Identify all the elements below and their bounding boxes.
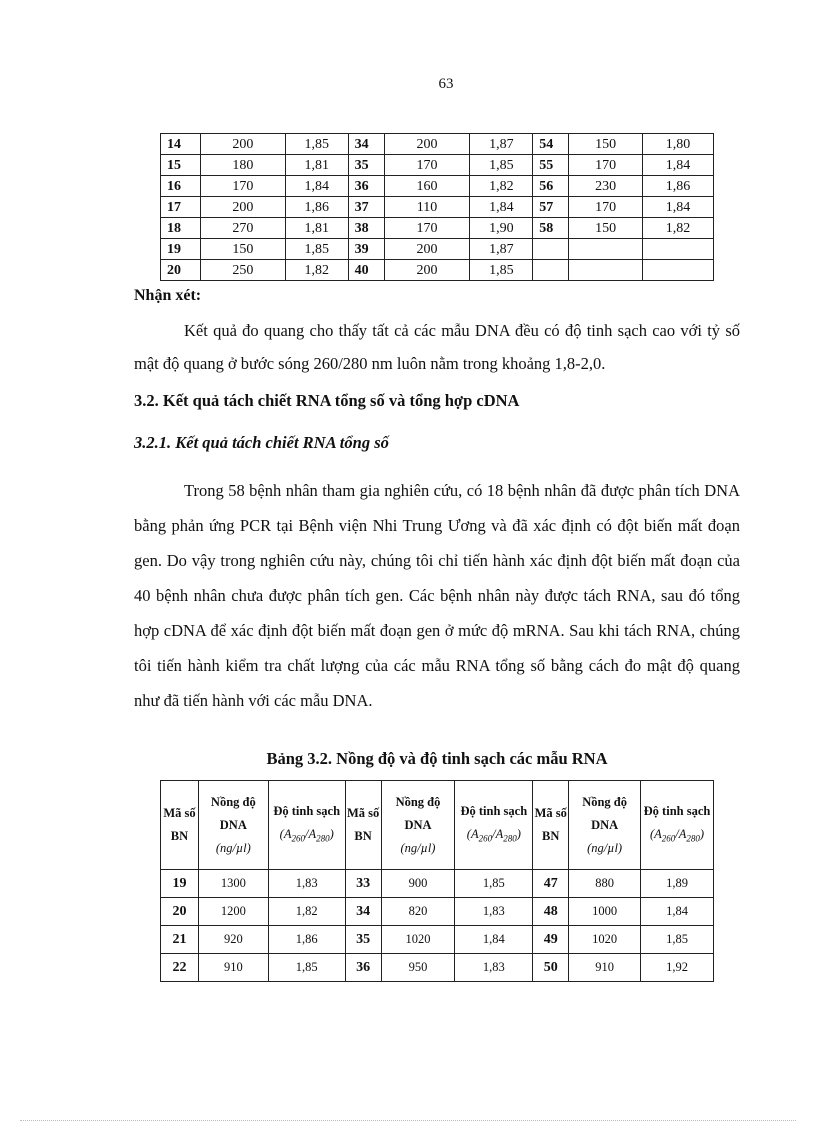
patient-id-cell: 34	[348, 134, 384, 155]
table-row	[161, 155, 714, 176]
purity-cell: 1,85	[470, 155, 533, 176]
header-id: Mã số BN	[345, 781, 381, 870]
rna-extraction-paragraph: Trong 58 bệnh nhân tham gia nghiên cứu, có 18 bệnh nhân đã được phân tích DNA bằng phản ứng PCR tại Bệnh viện Nhi Trung Ương và đã xác định có đột biến mất đoạn gen. Do vậy trong nghiên cứu này, chúng tôi chỉ tiến hành xác định đột biến mất đoạn của 40 bệnh nhân chưa được phân tích gen. Các bệnh nhân này được tách RNA, sau đó tổng hợp cDNA để xác định đột biến mất đoạn gen ở mức độ mRNA. Sau khi tách RNA, chúng tôi tiến hành kiểm tra chất lượng của các mẫu RNA tổng số bằng cách đo mật độ quang như đã tiến hành với các mẫu DNA.	[134, 481, 740, 710]
patient-id-cell: 35	[345, 926, 381, 954]
concentration-cell: 200	[384, 239, 470, 260]
patient-id-cell: 14	[161, 134, 201, 155]
ratio-slash: /A	[304, 826, 317, 841]
purity-cell: 1,89	[641, 870, 714, 898]
ratio-sub-280: 280	[316, 833, 330, 844]
purity-cell: 1,81	[285, 218, 348, 239]
purity-cell: 1,85	[641, 926, 714, 954]
table-row	[161, 954, 714, 982]
header-concentration-label: Nồng độ DNA	[582, 794, 628, 832]
patient-id-cell: 54	[533, 134, 569, 155]
patient-id-cell: 19	[161, 870, 199, 898]
purity-cell: 1,82	[470, 176, 533, 197]
header-concentration	[198, 781, 268, 870]
concentration-cell: 200	[200, 134, 285, 155]
purity-cell	[643, 239, 714, 260]
ratio-close: )	[699, 826, 705, 841]
purity-cell: 1,85	[285, 239, 348, 260]
concentration-cell: 200	[384, 260, 470, 281]
patient-id-cell	[533, 260, 569, 281]
concentration-cell: 230	[569, 176, 643, 197]
purity-cell: 1,84	[455, 926, 533, 954]
page-number: 63	[438, 76, 454, 92]
purity-cell: 1,84	[643, 197, 714, 218]
concentration-cell: 1000	[569, 898, 641, 926]
patient-id-cell: 39	[348, 239, 384, 260]
table-row	[161, 239, 714, 260]
header-purity-ratio	[269, 823, 345, 851]
concentration-cell: 910	[198, 954, 268, 982]
header-concentration-unit: (ng/µl)	[400, 840, 436, 855]
concentration-cell: 110	[384, 197, 470, 218]
header-id: Mã số BN	[533, 781, 569, 870]
purity-cell: 1,92	[641, 954, 714, 982]
patient-id-cell: 57	[533, 197, 569, 218]
rna-table-header	[161, 781, 714, 870]
purity-cell: 1,86	[268, 926, 345, 954]
purity-cell: 1,82	[285, 260, 348, 281]
patient-id-cell	[533, 239, 569, 260]
purity-cell	[643, 260, 714, 281]
patient-id-cell: 22	[161, 954, 199, 982]
patient-id-cell: 20	[161, 260, 201, 281]
patient-id-cell: 19	[161, 239, 201, 260]
ratio-sub-280: 280	[686, 833, 700, 844]
header-purity-label: Độ tinh sạch	[643, 803, 711, 818]
patient-id-cell: 50	[533, 954, 569, 982]
purity-cell: 1,83	[268, 870, 345, 898]
purity-cell: 1,80	[643, 134, 714, 155]
patient-id-cell: 21	[161, 926, 199, 954]
header-purity	[268, 781, 345, 870]
patient-id-cell: 40	[348, 260, 384, 281]
concentration-cell	[569, 239, 643, 260]
concentration-cell: 910	[569, 954, 641, 982]
patient-id-cell: 35	[348, 155, 384, 176]
purity-cell: 1,84	[470, 197, 533, 218]
ratio-sub-260: 260	[661, 833, 676, 844]
patient-id-cell: 17	[161, 197, 201, 218]
table-row	[161, 260, 714, 281]
patient-id-cell: 38	[348, 218, 384, 239]
rna-table	[160, 780, 714, 982]
header-id: Mã số BN	[161, 781, 199, 870]
header-purity	[641, 781, 714, 870]
purity-cell: 1,83	[455, 954, 533, 982]
table-row	[161, 197, 714, 218]
patient-id-cell: 36	[345, 954, 381, 982]
concentration-cell: 1200	[198, 898, 268, 926]
purity-cell: 1,86	[285, 197, 348, 218]
header-purity-ratio	[641, 823, 713, 851]
patient-id-cell: 48	[533, 898, 569, 926]
ratio-sub-260: 260	[291, 833, 305, 844]
ratio-sub-280: 280	[503, 833, 517, 844]
purity-cell: 1,84	[641, 898, 714, 926]
header-concentration-label: Nồng độ DNA	[210, 794, 256, 832]
patient-id-cell: 33	[345, 870, 381, 898]
concentration-cell: 900	[381, 870, 455, 898]
purity-cell: 1,90	[470, 218, 533, 239]
concentration-cell: 250	[200, 260, 285, 281]
ratio-slash: /A	[492, 826, 504, 841]
purity-cell: 1,84	[643, 155, 714, 176]
concentration-cell: 880	[569, 870, 641, 898]
header-purity-label: Độ tinh sạch	[460, 803, 528, 818]
concentration-cell: 1300	[198, 870, 268, 898]
table-caption: Bảng 3.2. Nồng độ và độ tinh sạch các mẫu RNA	[266, 749, 608, 768]
concentration-cell: 170	[569, 155, 643, 176]
concentration-cell: 150	[569, 218, 643, 239]
header-concentration-unit: (ng/µl)	[587, 840, 623, 855]
purity-cell: 1,85	[455, 870, 533, 898]
header-purity-label: Độ tinh sạch	[273, 803, 341, 818]
patient-id-cell: 37	[348, 197, 384, 218]
patient-id-cell: 58	[533, 218, 569, 239]
observation-paragraph: Kết quả đo quang cho thấy tất cả các mẫu DNA đều có độ tinh sạch cao với tỷ số mật độ quang ở bước sóng 260/280 nm luôn nằm trong khoảng 1,8-2,0.	[134, 321, 740, 373]
section-heading: 3.2. Kết quả tách chiết RNA tổng số và tổng hợp cDNA	[134, 391, 520, 410]
concentration-cell: 820	[381, 898, 455, 926]
patient-id-cell: 47	[533, 870, 569, 898]
ratio-open: (A	[466, 826, 479, 841]
concentration-cell: 270	[200, 218, 285, 239]
purity-cell: 1,81	[285, 155, 348, 176]
ratio-close: )	[516, 826, 521, 841]
subsection-heading: 3.2.1. Kết quả tách chiết RNA tổng số	[134, 433, 389, 452]
purity-cell: 1,85	[470, 260, 533, 281]
concentration-cell: 180	[200, 155, 285, 176]
footer-rule	[20, 1120, 796, 1121]
purity-cell: 1,87	[470, 239, 533, 260]
dna-table-body	[161, 134, 714, 281]
patient-id-cell: 18	[161, 218, 201, 239]
purity-cell: 1,85	[285, 134, 348, 155]
ratio-open: (A	[279, 826, 292, 841]
concentration-cell: 150	[569, 134, 643, 155]
table-row	[161, 926, 714, 954]
table-row	[161, 176, 714, 197]
patient-id-cell: 15	[161, 155, 201, 176]
table-row	[161, 218, 714, 239]
dna-table-continuation	[160, 133, 714, 281]
header-concentration	[381, 781, 455, 870]
rna-table-body	[161, 781, 714, 982]
header-concentration	[569, 781, 641, 870]
concentration-cell: 170	[200, 176, 285, 197]
table-row	[161, 134, 714, 155]
patient-id-cell: 56	[533, 176, 569, 197]
ratio-open: (A	[649, 826, 662, 841]
purity-cell: 1,85	[268, 954, 345, 982]
header-purity-ratio	[455, 823, 532, 851]
concentration-cell: 200	[384, 134, 470, 155]
concentration-cell: 200	[200, 197, 285, 218]
concentration-cell: 920	[198, 926, 268, 954]
concentration-cell: 1020	[569, 926, 641, 954]
patient-id-cell: 36	[348, 176, 384, 197]
header-concentration-unit: (ng/µl)	[215, 840, 251, 855]
patient-id-cell: 34	[345, 898, 381, 926]
concentration-cell: 950	[381, 954, 455, 982]
purity-cell: 1,82	[268, 898, 345, 926]
patient-id-cell: 16	[161, 176, 201, 197]
table-row	[161, 870, 714, 898]
concentration-cell: 150	[200, 239, 285, 260]
concentration-cell	[569, 260, 643, 281]
ratio-sub-260: 260	[478, 833, 493, 844]
table-row	[161, 898, 714, 926]
patient-id-cell: 49	[533, 926, 569, 954]
purity-cell: 1,87	[470, 134, 533, 155]
concentration-cell: 160	[384, 176, 470, 197]
concentration-cell: 170	[384, 155, 470, 176]
note-heading: Nhận xét:	[134, 287, 202, 304]
ratio-slash: /A	[675, 826, 687, 841]
purity-cell: 1,82	[643, 218, 714, 239]
concentration-cell: 170	[569, 197, 643, 218]
patient-id-cell: 55	[533, 155, 569, 176]
concentration-cell: 1020	[381, 926, 455, 954]
header-purity	[455, 781, 533, 870]
ratio-close: )	[329, 826, 334, 841]
header-concentration-label: Nồng độ DNA	[395, 794, 441, 832]
concentration-cell: 170	[384, 218, 470, 239]
purity-cell: 1,84	[285, 176, 348, 197]
purity-cell: 1,83	[455, 898, 533, 926]
patient-id-cell: 20	[161, 898, 199, 926]
purity-cell: 1,86	[643, 176, 714, 197]
